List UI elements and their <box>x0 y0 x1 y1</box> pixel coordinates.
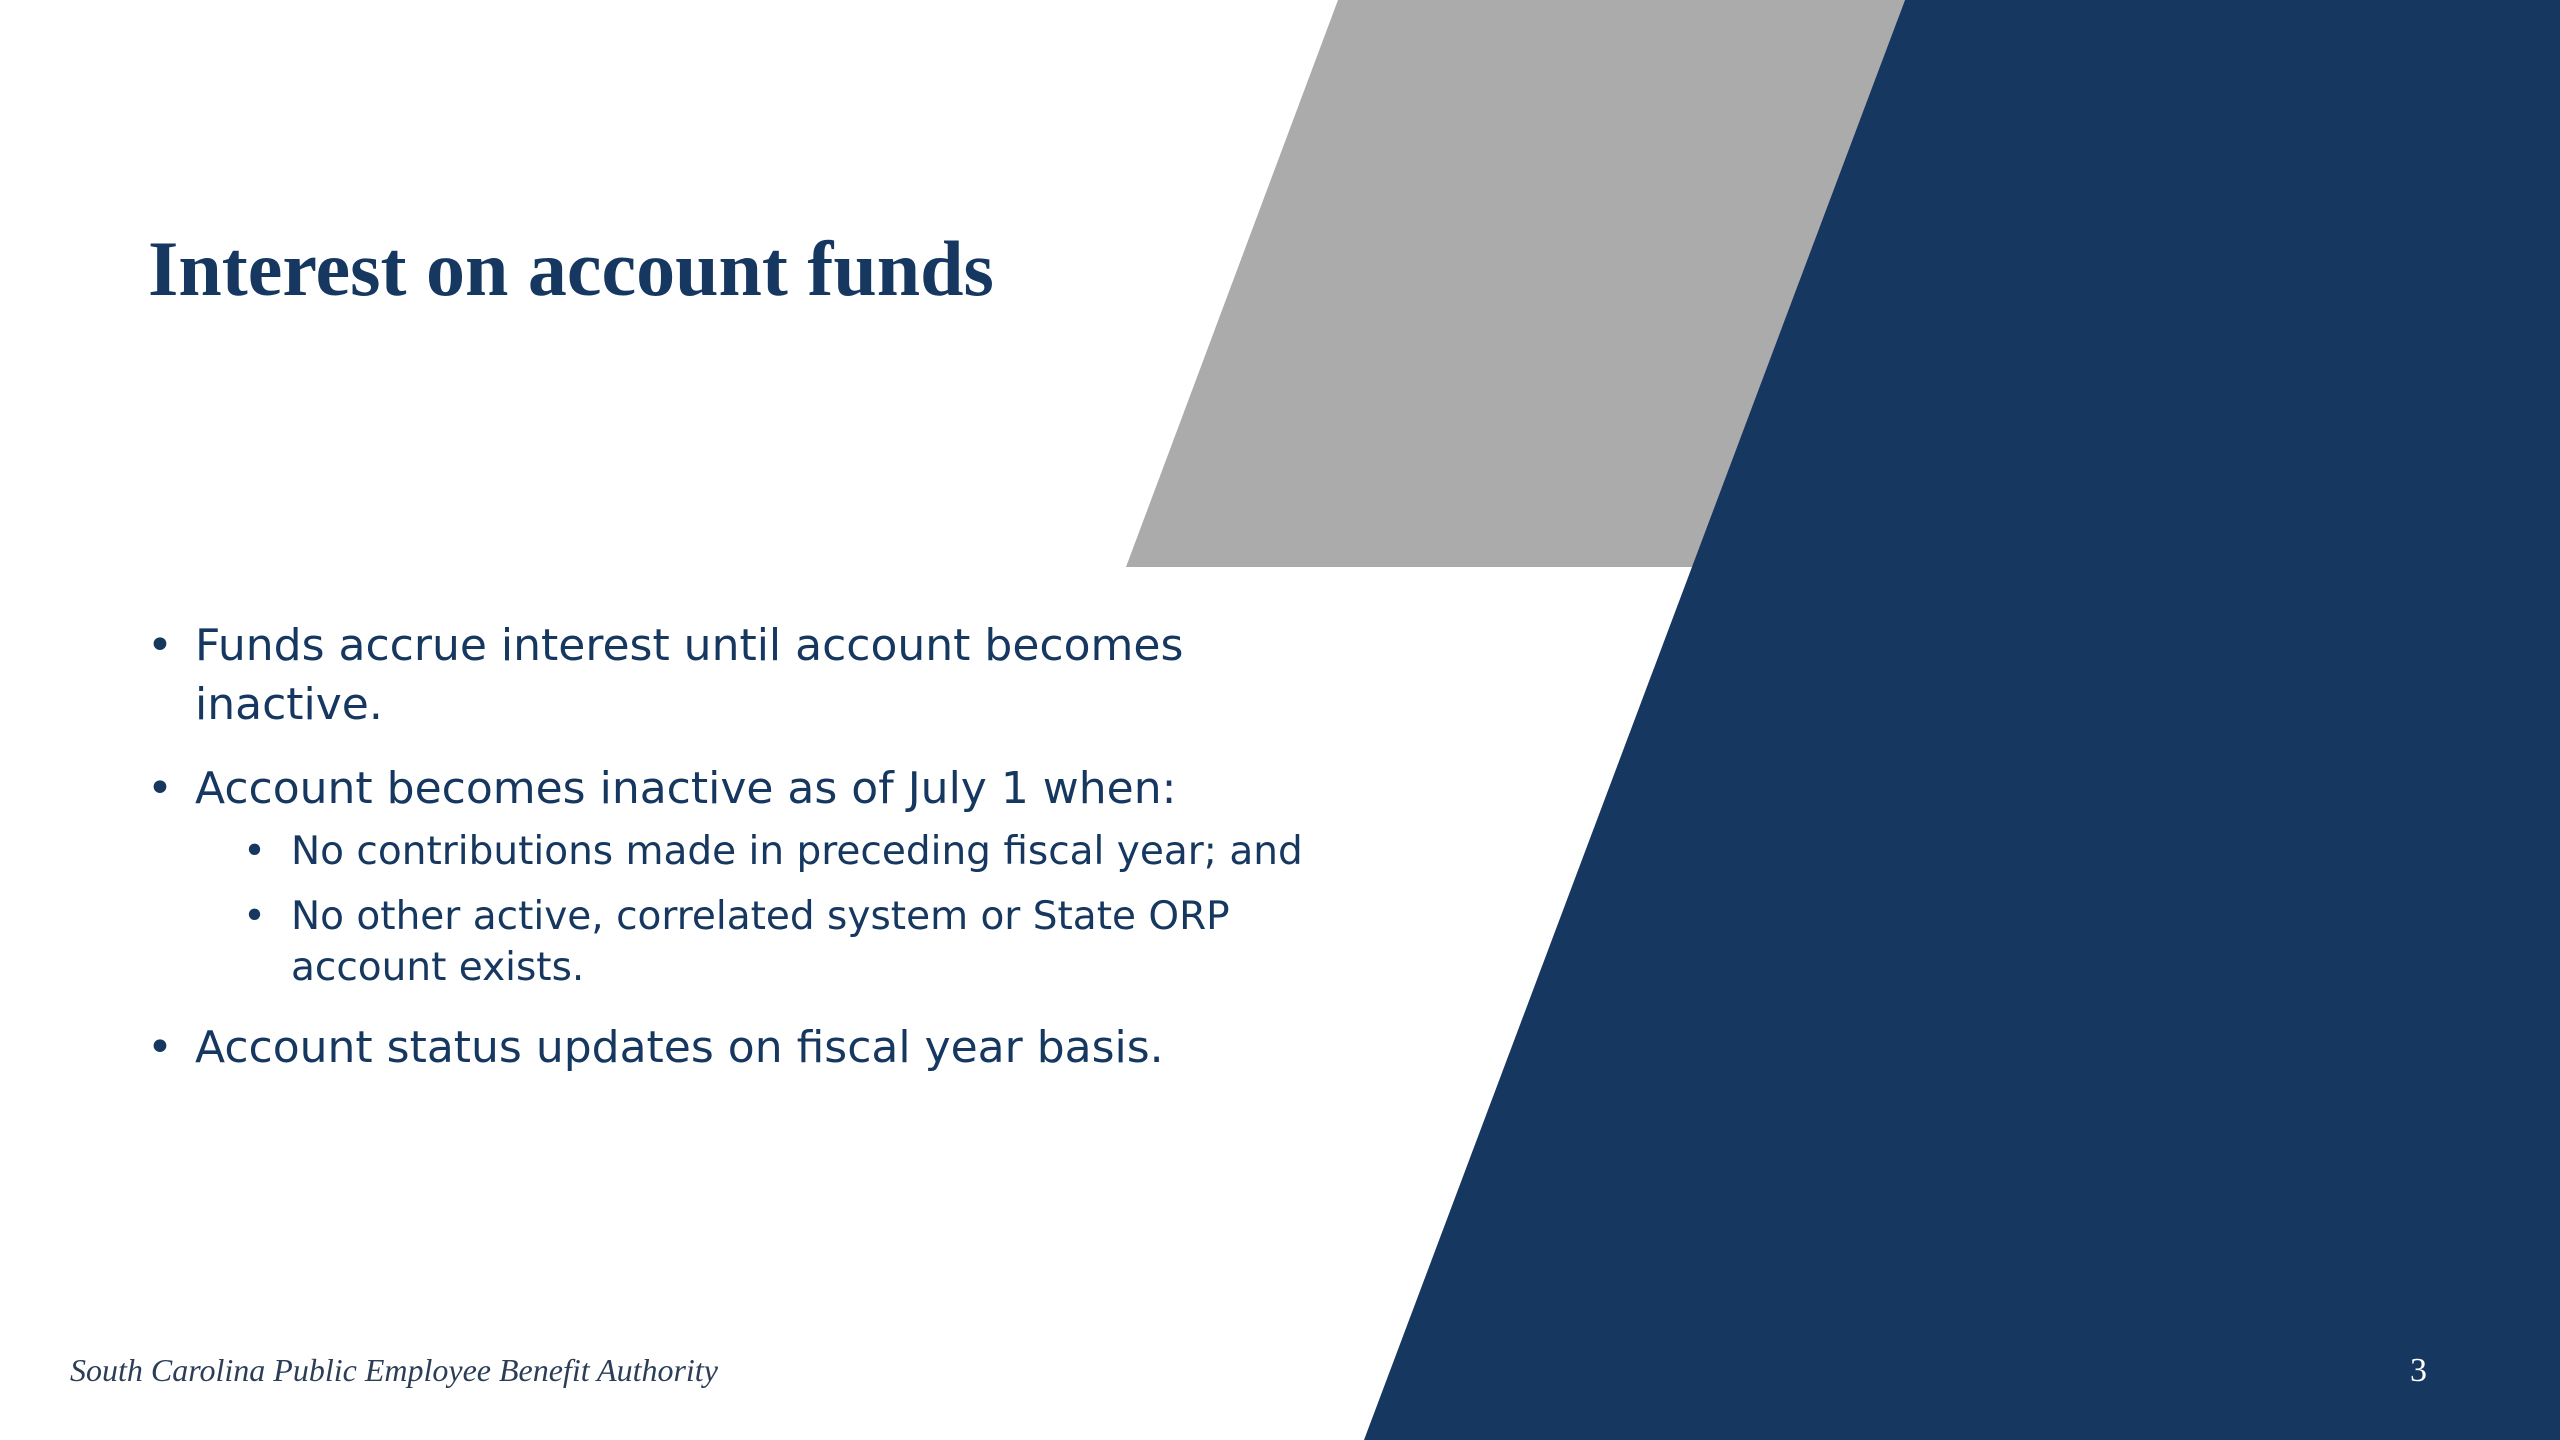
slide-body <box>145 616 1345 1102</box>
page-number: 3 <box>2410 1352 2427 1389</box>
sub-bullet-text: No other active, correlated system or State ORP account exists. <box>291 894 1230 990</box>
sub-bullet-item <box>243 891 1345 993</box>
sub-bullet-text: No contributions made in preceding fiscal year; and <box>291 829 1303 874</box>
bullet-text: Account becomes inactive as of July 1 when: <box>195 763 1177 814</box>
bullet-text: Funds accrue interest until account becomes inactive. <box>195 620 1184 730</box>
bullet-text: Account status updates on fiscal year basis. <box>195 1022 1164 1073</box>
bullet-item <box>145 616 1345 734</box>
bullet-list <box>145 616 1345 1077</box>
sub-bullet-list <box>195 826 1345 993</box>
footer-organization-name: South Carolina Public Employee Benefit Authority <box>70 1352 718 1388</box>
bullet-item <box>145 759 1345 993</box>
slide-title: Interest on account funds <box>148 225 994 312</box>
sub-bullet-item <box>243 826 1345 877</box>
bullet-item <box>145 1018 1345 1077</box>
